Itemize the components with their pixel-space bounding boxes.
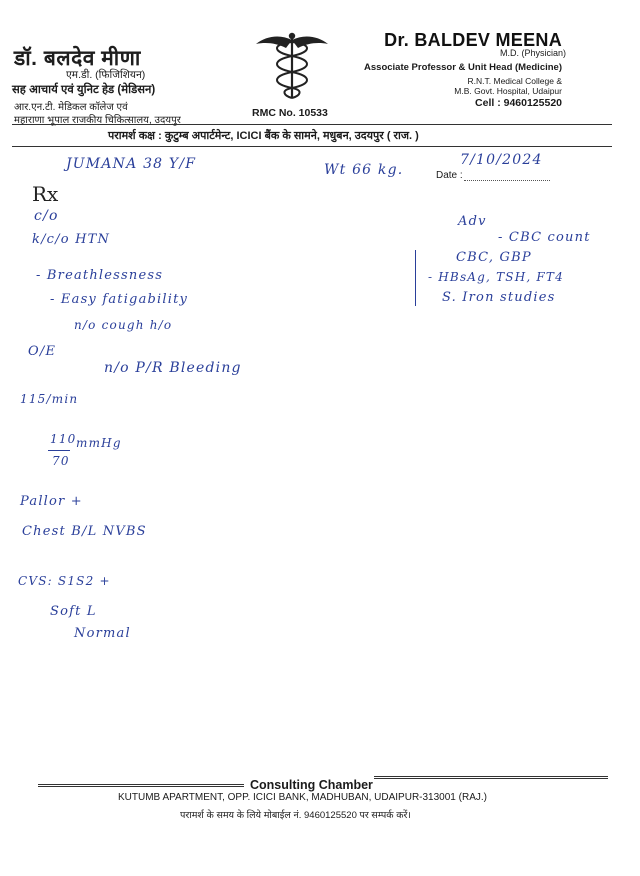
footer-address: KUTUMB APARTMENT, OPP. ICICI BANK, MADHUBAN, UDAIPUR-313001 (RAJ.) xyxy=(118,792,487,803)
footer-mobile-note: परामर्श के समय के लिये मोबाईल नं. 9460125520 पर सम्पर्क करें। xyxy=(180,810,411,821)
note-line: O/E xyxy=(28,344,57,359)
doctor-name-english: Dr. BALDEV MEENA xyxy=(384,30,562,50)
chamber-address: परामर्श कक्ष : कुटुम्ब अपार्टमेन्ट, ICICI बैंक के सामने, मधुबन, उदयपुर ( राज. ) xyxy=(108,130,419,142)
note-line: n/o cough h/o xyxy=(74,318,173,332)
note-line: Chest B/L NVBS xyxy=(22,524,147,539)
header-divider-bottom xyxy=(12,146,612,147)
header-divider-top xyxy=(12,124,612,125)
note-line: c/o xyxy=(34,208,59,224)
note-line: CVS: S1S2 + xyxy=(18,574,111,588)
note-line: - Breathlessness xyxy=(36,268,164,283)
footer-rule-right xyxy=(374,776,608,779)
note-line: 115/min xyxy=(20,392,79,406)
handwritten-date: 7/10/2024 xyxy=(460,152,543,168)
rmc-number: RMC No. 10533 xyxy=(252,107,328,119)
advice-bracket xyxy=(415,250,420,306)
advice-label: Adv xyxy=(458,214,487,229)
date-label: Date : xyxy=(436,170,463,181)
advice-item: CBC, GBP xyxy=(456,250,532,265)
doctor-role-english: Associate Professor & Unit Head (Medicine) xyxy=(364,62,562,73)
advice-item: S. Iron studies xyxy=(442,290,556,305)
bp-unit: mmHg xyxy=(76,436,122,450)
footer-rule-left xyxy=(38,784,244,787)
college-english-line-1: R.N.T. Medical College & xyxy=(467,76,562,86)
rx-symbol: Rx xyxy=(32,182,59,206)
college-hindi-line-2: महाराणा भूपाल राजकीय चिकित्सालय, उदयपुर xyxy=(14,115,181,126)
note-line: Soft L xyxy=(50,604,97,619)
patient-name: JUMANA 38 Y/F xyxy=(66,156,197,172)
bp-diastolic: 70 xyxy=(52,454,70,468)
doctor-degree-english: M.D. (Physician) xyxy=(500,48,567,58)
bp-fraction-line xyxy=(48,450,70,451)
date-line xyxy=(464,180,550,181)
note-line: n/o P/R Bleeding xyxy=(104,360,242,376)
note-line: - Easy fatigability xyxy=(50,292,189,307)
bp-systolic: 110 xyxy=(50,432,77,446)
doctor-degree-hindi: एम.डी. (फिजिशियन) xyxy=(66,69,146,81)
note-line: k/c/o HTN xyxy=(32,232,111,247)
doctor-role-hindi: सह आचार्य एवं युनिट हेड (मेडिसन) xyxy=(12,84,156,96)
patient-weight: Wt 66 kg. xyxy=(324,162,404,178)
caduceus-icon xyxy=(252,30,332,100)
college-english-line-2: M.B. Govt. Hospital, Udaipur xyxy=(454,86,562,96)
advice-item: - HBsAg, TSH, FT4 xyxy=(428,270,564,284)
note-line: Pallor + xyxy=(20,494,83,509)
college-hindi-line-1: आर.एन.टी. मेडिकल कॉलेज एवं xyxy=(14,102,128,113)
note-line: Normal xyxy=(74,626,131,641)
doctor-name-hindi: डॉ. बलदेव मीणा xyxy=(14,47,141,70)
consulting-chamber-label: Consulting Chamber xyxy=(250,778,373,792)
advice-item: - CBC count xyxy=(498,230,591,245)
cell-number: Cell : 9460125520 xyxy=(475,97,562,109)
